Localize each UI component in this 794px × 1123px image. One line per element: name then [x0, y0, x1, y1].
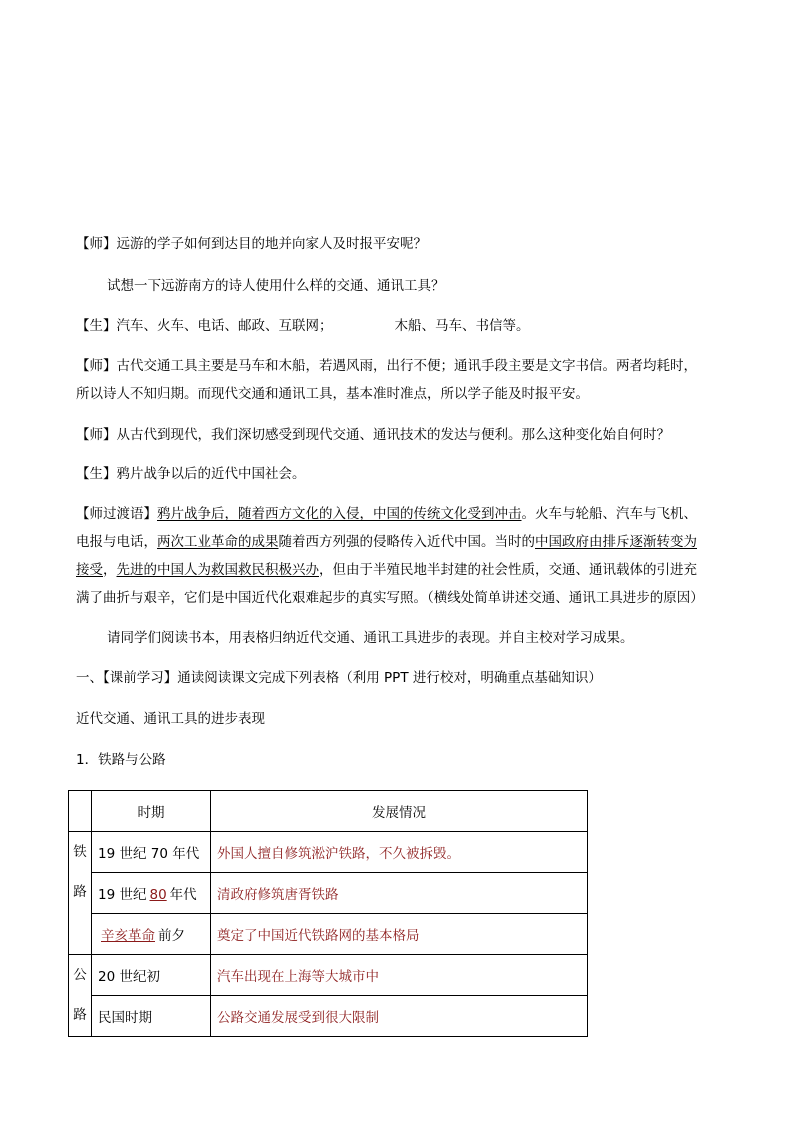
filled-answer: 80	[149, 887, 167, 903]
table-row	[69, 955, 588, 996]
development-cell: 公路交通发展受到很大限制	[211, 996, 588, 1037]
transition-text: 。火车与轮船、汽车与飞机、	[521, 506, 697, 522]
underlined-reason-3: 中国政府由排斥逐渐转变为	[535, 534, 697, 550]
period-text: 19 世纪	[98, 887, 147, 903]
table-header-row	[69, 791, 588, 832]
development-cell: 外国人擅自修筑淞沪铁路，不久被拆毁。	[211, 832, 588, 873]
table-row	[69, 832, 588, 873]
category-railway	[69, 832, 92, 955]
category-char: 铁	[73, 844, 87, 860]
transition-line-1	[76, 504, 726, 524]
transition-text: 随着西方列强的侵略传入近代中国。当时的	[278, 534, 535, 550]
teacher-question-1: 【师】远游的学子如何到达目的地并向家人及时报平安呢？	[76, 236, 427, 252]
railway-highway-table	[68, 790, 588, 1037]
period-cell: 20 世纪初	[92, 955, 211, 996]
student-answer-2: 【生】鸦片战争以后的近代中国社会。	[76, 466, 306, 482]
underlined-reason-4: 先进的中国人为救国救民积极兴办	[116, 562, 319, 578]
period-text: 年代	[169, 887, 197, 903]
category-char: 路	[73, 1007, 87, 1023]
subsection-heading: 1．铁路与公路	[76, 752, 166, 768]
transition-text: ，但由于半殖民地半封建的社会性质，交通、通讯载体的引进充	[319, 562, 697, 578]
transition-line-3	[76, 560, 726, 580]
student-answer-ancient: 木船、马车、书信等。	[394, 318, 530, 334]
table-row	[69, 914, 588, 955]
table-row	[69, 996, 588, 1037]
header-blank-cell	[69, 791, 92, 832]
filled-answer: 辛亥革命	[101, 928, 155, 944]
transition-line-2	[76, 532, 726, 552]
category-char: 路	[73, 884, 87, 900]
period-cell: 民国时期	[92, 996, 211, 1037]
period-text: 前夕	[158, 928, 185, 944]
category-char: 公	[73, 967, 87, 983]
development-cell: 奠定了中国近代铁路网的基本格局	[211, 914, 588, 955]
transition-text: ，	[103, 562, 117, 578]
header-development: 发展情况	[211, 791, 588, 832]
teacher-question-3: 【师】从古代到现代，我们深切感受到现代交通、通讯技术的发达与便利。那么这种变化始自何时？	[76, 427, 670, 443]
underlined-reason-3-end: 接受	[76, 562, 103, 578]
underlined-reason-1: 鸦片战争后，随着西方文化的入侵，中国的传统文化受到冲击	[157, 506, 522, 522]
period-cell: 19 世纪 70 年代	[92, 832, 211, 873]
student-answer-modern: 【生】汽车、火车、电话、邮政、互联网；	[76, 318, 333, 334]
teacher-question-2: 试想一下远游南方的诗人使用什么样的交通、通讯工具？	[107, 278, 445, 294]
period-cell	[92, 873, 211, 914]
instruction: 请同学们阅读书本，用表格归纳近代交通、通讯工具进步的表现。并自主校对学习成果。	[107, 630, 634, 646]
transition-text: 电报与电话，	[76, 534, 157, 550]
underlined-reason-2: 两次工业革命的成果	[157, 534, 279, 550]
category-highway	[69, 955, 92, 1037]
teacher-explanation-line-1: 【师】古代交通工具主要是马车和木船，若遇风雨，出行不便；通讯手段主要是文字书信。两者均耗时，	[76, 358, 697, 374]
development-cell: 清政府修筑唐胥铁路	[211, 873, 588, 914]
development-cell: 汽车出现在上海等大城市中	[211, 955, 588, 996]
teacher-explanation-line-2: 所以诗人不知归期。而现代交通和通讯工具，基本准时准点，所以学子能及时报平安。	[76, 386, 589, 402]
table-row	[69, 873, 588, 914]
transition-line-4: 满了曲折与艰辛，它们是中国近代化艰难起步的真实写照。（横线处简单讲述交通、通讯工具进步的原因）	[76, 590, 704, 606]
header-period: 时期	[92, 791, 211, 832]
transition-label: 【师过渡语】	[76, 506, 157, 522]
period-cell	[92, 914, 211, 955]
table-title: 近代交通、通讯工具的进步表现	[76, 711, 265, 727]
section-heading: 一、【课前学习】通读阅读课文完成下列表格（利用 PPT 进行校对，明确重点基础知识）	[76, 670, 602, 686]
student-answer-1	[76, 316, 726, 336]
